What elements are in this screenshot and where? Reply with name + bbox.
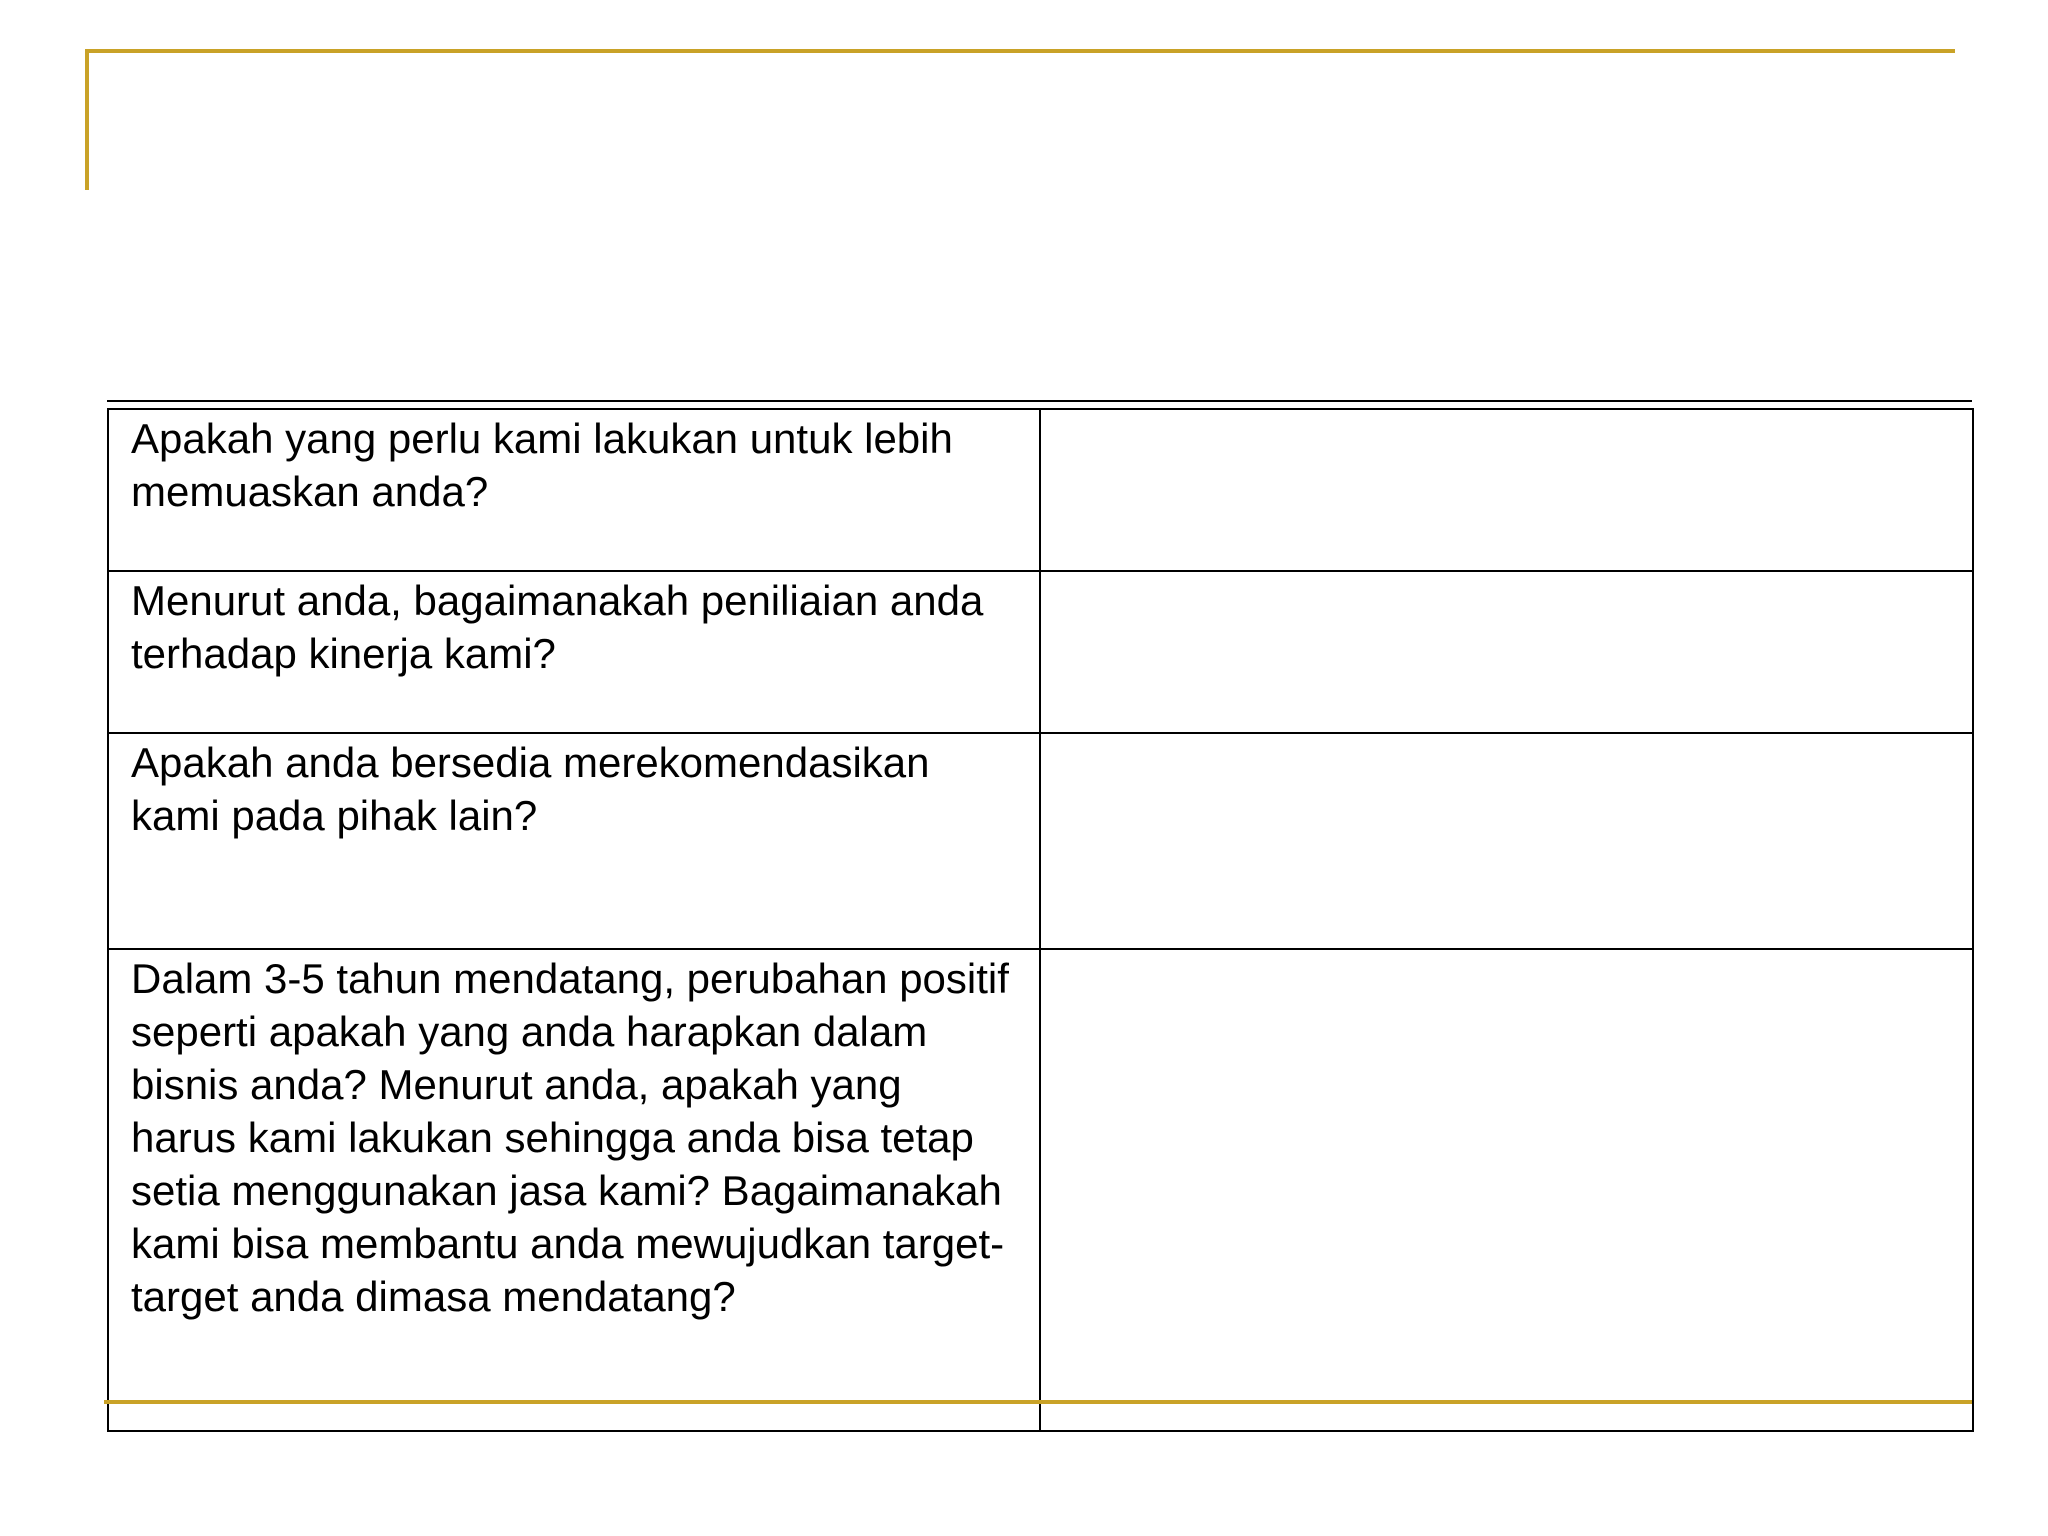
table-row bbox=[108, 409, 1973, 571]
answer-cell[interactable] bbox=[1040, 571, 1973, 733]
frame-bottom-line bbox=[104, 1400, 1972, 1404]
table-row bbox=[108, 949, 1973, 1431]
question-cell: Dalam 3-5 tahun mendatang, perubahan positif seperti apakah yang anda harapkan dalam bisnis anda? Menurut anda, apakah yang harus kami lakukan sehingga anda bisa tetap setia menggunakan jasa kami? Bagaimanakah kami bisa membantu anda mewujudkan target-target anda dimasa mendatang? bbox=[108, 949, 1040, 1431]
survey-table bbox=[107, 408, 1974, 1432]
question-cell: Apakah anda bersedia merekomendasikan kami pada pihak lain? bbox=[108, 733, 1040, 949]
answer-cell[interactable] bbox=[1040, 733, 1973, 949]
table-top-rule bbox=[107, 400, 1972, 402]
answer-cell[interactable] bbox=[1040, 949, 1973, 1431]
question-cell: Apakah yang perlu kami lakukan untuk lebih memuaskan anda? bbox=[108, 409, 1040, 571]
answer-cell[interactable] bbox=[1040, 409, 1973, 571]
frame-left-line bbox=[85, 49, 89, 190]
frame-top-line bbox=[85, 49, 1955, 53]
table-row bbox=[108, 571, 1973, 733]
table-row bbox=[108, 733, 1973, 949]
question-cell: Menurut anda, bagaimanakah peniliaian anda terhadap kinerja kami? bbox=[108, 571, 1040, 733]
